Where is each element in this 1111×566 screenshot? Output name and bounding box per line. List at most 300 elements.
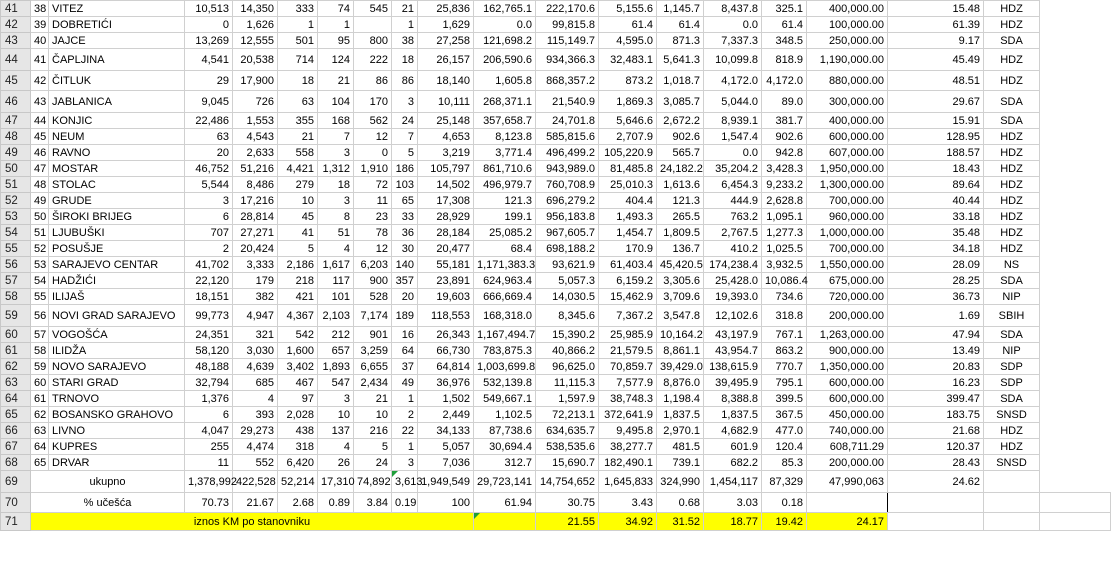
- value-cell[interactable]: 357,658.7: [474, 113, 536, 129]
- value-cell[interactable]: 942.8: [762, 145, 807, 161]
- per-capita-cell[interactable]: 29.67: [888, 91, 984, 113]
- row-header[interactable]: 44: [1, 49, 31, 71]
- value-cell[interactable]: 1,171,383.3: [474, 257, 536, 273]
- value-cell[interactable]: 3: [318, 391, 354, 407]
- municipality-name-cell[interactable]: NEUM: [49, 129, 185, 145]
- row-header[interactable]: 53: [1, 209, 31, 225]
- value-cell[interactable]: 3,932.5: [762, 257, 807, 273]
- value-cell[interactable]: 545: [354, 1, 392, 17]
- amount-cell[interactable]: 250,000.00: [807, 33, 888, 49]
- value-cell[interactable]: 7: [318, 129, 354, 145]
- party-cell[interactable]: HDZ: [984, 439, 1040, 455]
- value-cell[interactable]: 41,702: [185, 257, 233, 273]
- total-value-cell[interactable]: 74,892: [354, 471, 392, 493]
- value-cell[interactable]: 0.0: [474, 17, 536, 33]
- value-cell[interactable]: 104: [318, 91, 354, 113]
- value-cell[interactable]: 760,708.9: [536, 177, 599, 193]
- total-amount-cell[interactable]: 47,990,063: [807, 471, 888, 493]
- value-cell[interactable]: 22,486: [185, 113, 233, 129]
- amount-cell[interactable]: 450,000.00: [807, 407, 888, 423]
- value-cell[interactable]: 268,371.1: [474, 91, 536, 113]
- value-cell[interactable]: 2,186: [278, 257, 318, 273]
- value-cell[interactable]: 18: [278, 71, 318, 91]
- party-cell[interactable]: SDA: [984, 273, 1040, 289]
- value-cell[interactable]: 16: [392, 327, 418, 343]
- value-cell[interactable]: 348.5: [762, 33, 807, 49]
- row-header[interactable]: 68: [1, 455, 31, 471]
- value-cell[interactable]: 19,603: [418, 289, 474, 305]
- value-cell[interactable]: 22,120: [185, 273, 233, 289]
- value-cell[interactable]: 6,454.3: [704, 177, 762, 193]
- value-cell[interactable]: 1,893: [318, 359, 354, 375]
- value-cell[interactable]: 97: [278, 391, 318, 407]
- value-cell[interactable]: 26,343: [418, 327, 474, 343]
- value-cell[interactable]: 86: [392, 71, 418, 91]
- row-header[interactable]: 48: [1, 129, 31, 145]
- party-cell[interactable]: SDA: [984, 33, 1040, 49]
- value-cell[interactable]: 3,305.6: [657, 273, 704, 289]
- value-cell[interactable]: 115,149.7: [536, 33, 599, 49]
- value-cell[interactable]: 96,625.0: [536, 359, 599, 375]
- value-cell[interactable]: 528: [354, 289, 392, 305]
- value-cell[interactable]: 28,184: [418, 225, 474, 241]
- value-cell[interactable]: 68.4: [474, 241, 536, 257]
- value-cell[interactable]: 4: [318, 241, 354, 257]
- total-per-capita-cell[interactable]: 24.62: [888, 471, 984, 493]
- municipality-name-cell[interactable]: LIVNO: [49, 423, 185, 439]
- value-cell[interactable]: 49: [392, 375, 418, 391]
- value-cell[interactable]: 1,102.5: [474, 407, 536, 423]
- value-cell[interactable]: 2,103: [318, 305, 354, 327]
- value-cell[interactable]: 666,669.4: [474, 289, 536, 305]
- value-cell[interactable]: 3: [318, 193, 354, 209]
- row-header[interactable]: 71: [1, 513, 31, 531]
- value-cell[interactable]: 8,123.8: [474, 129, 536, 145]
- row-header[interactable]: 43: [1, 33, 31, 49]
- value-cell[interactable]: 10: [354, 407, 392, 423]
- amount-cell[interactable]: 600,000.00: [807, 375, 888, 391]
- value-cell[interactable]: 25,010.3: [599, 177, 657, 193]
- value-cell[interactable]: 1,809.5: [657, 225, 704, 241]
- value-cell[interactable]: 64,814: [418, 359, 474, 375]
- amount-cell[interactable]: 200,000.00: [807, 305, 888, 327]
- amount-cell[interactable]: 1,950,000.00: [807, 161, 888, 177]
- row-header[interactable]: 69: [1, 471, 31, 493]
- value-cell[interactable]: 404.4: [599, 193, 657, 209]
- municipality-number-cell[interactable]: 42: [31, 71, 49, 91]
- value-cell[interactable]: 41: [278, 225, 318, 241]
- amount-cell[interactable]: 600,000.00: [807, 129, 888, 145]
- value-cell[interactable]: 18,140: [418, 71, 474, 91]
- value-cell[interactable]: 318: [278, 439, 318, 455]
- value-cell[interactable]: 734.6: [762, 289, 807, 305]
- value-cell[interactable]: 4,653: [418, 129, 474, 145]
- party-cell[interactable]: HDZ: [984, 17, 1040, 33]
- value-cell[interactable]: 900: [354, 273, 392, 289]
- value-cell[interactable]: 4,421: [278, 161, 318, 177]
- value-cell[interactable]: 5,646.6: [599, 113, 657, 129]
- per-capita-cell[interactable]: 20.83: [888, 359, 984, 375]
- empty-cell[interactable]: [1040, 513, 1111, 531]
- value-cell[interactable]: 85.3: [762, 455, 807, 471]
- value-cell[interactable]: 11,115.3: [536, 375, 599, 391]
- value-cell[interactable]: 1,869.3: [599, 91, 657, 113]
- row-header[interactable]: 57: [1, 273, 31, 289]
- value-cell[interactable]: 170.9: [599, 241, 657, 257]
- value-cell[interactable]: 6,203: [354, 257, 392, 273]
- amount-cell[interactable]: 1,000,000.00: [807, 225, 888, 241]
- value-cell[interactable]: 26,157: [418, 49, 474, 71]
- value-cell[interactable]: 549,667.1: [474, 391, 536, 407]
- value-cell[interactable]: 32,794: [185, 375, 233, 391]
- value-cell[interactable]: 38: [392, 33, 418, 49]
- municipality-name-cell[interactable]: RAVNO: [49, 145, 185, 161]
- value-cell[interactable]: 438: [278, 423, 318, 439]
- value-cell[interactable]: 63: [278, 91, 318, 113]
- total-value-cell[interactable]: 3,613: [392, 471, 418, 493]
- party-cell[interactable]: HDZ: [984, 71, 1040, 91]
- value-cell[interactable]: 2,633: [233, 145, 278, 161]
- value-cell[interactable]: 818.9: [762, 49, 807, 71]
- value-cell[interactable]: 861,710.6: [474, 161, 536, 177]
- value-cell[interactable]: 1,167,494.7: [474, 327, 536, 343]
- amount-cell[interactable]: 720,000.00: [807, 289, 888, 305]
- value-cell[interactable]: 902.6: [762, 129, 807, 145]
- value-cell[interactable]: 24,701.8: [536, 113, 599, 129]
- value-cell[interactable]: 3,709.6: [657, 289, 704, 305]
- municipality-number-cell[interactable]: 60: [31, 375, 49, 391]
- value-cell[interactable]: 15,462.9: [599, 289, 657, 305]
- value-cell[interactable]: 2,628.8: [762, 193, 807, 209]
- value-cell[interactable]: 5,044.0: [704, 91, 762, 113]
- value-cell[interactable]: 36: [392, 225, 418, 241]
- value-cell[interactable]: 22: [392, 423, 418, 439]
- value-cell[interactable]: 61,403.4: [599, 257, 657, 273]
- municipality-number-cell[interactable]: 57: [31, 327, 49, 343]
- per-capita-cell[interactable]: 48.51: [888, 71, 984, 91]
- amount-cell[interactable]: 400,000.00: [807, 1, 888, 17]
- value-cell[interactable]: 17,900: [233, 71, 278, 91]
- value-cell[interactable]: 726: [233, 91, 278, 113]
- municipality-number-cell[interactable]: 64: [31, 439, 49, 455]
- amount-cell[interactable]: 675,000.00: [807, 273, 888, 289]
- value-cell[interactable]: 1,493.3: [599, 209, 657, 225]
- municipality-number-cell[interactable]: 45: [31, 129, 49, 145]
- share-value-cell[interactable]: 70.73: [185, 493, 233, 513]
- value-cell[interactable]: 6: [185, 407, 233, 423]
- value-cell[interactable]: 357: [392, 273, 418, 289]
- value-cell[interactable]: 34,133: [418, 423, 474, 439]
- value-cell[interactable]: 78: [354, 225, 392, 241]
- per-capita-cell[interactable]: 61.39: [888, 17, 984, 33]
- value-cell[interactable]: 87,738.6: [474, 423, 536, 439]
- row-header[interactable]: 56: [1, 257, 31, 273]
- share-value-cell[interactable]: 21.67: [233, 493, 278, 513]
- value-cell[interactable]: 10,164.2: [657, 327, 704, 343]
- value-cell[interactable]: 81,485.8: [599, 161, 657, 177]
- value-cell[interactable]: 355: [278, 113, 318, 129]
- value-cell[interactable]: 542: [278, 327, 318, 343]
- row-header[interactable]: 52: [1, 193, 31, 209]
- value-cell[interactable]: 25,985.9: [599, 327, 657, 343]
- row-header[interactable]: 46: [1, 91, 31, 113]
- value-cell[interactable]: 5: [354, 439, 392, 455]
- value-cell[interactable]: 3,030: [233, 343, 278, 359]
- row-header[interactable]: 70: [1, 493, 31, 513]
- value-cell[interactable]: 23,891: [418, 273, 474, 289]
- value-cell[interactable]: 20,538: [233, 49, 278, 71]
- value-cell[interactable]: 186: [392, 161, 418, 177]
- value-cell[interactable]: 46,752: [185, 161, 233, 177]
- value-cell[interactable]: 1,018.7: [657, 71, 704, 91]
- municipality-name-cell[interactable]: SARAJEVO CENTAR: [49, 257, 185, 273]
- per-capita-cell[interactable]: 28.25: [888, 273, 984, 289]
- value-cell[interactable]: 2,434: [354, 375, 392, 391]
- value-cell[interactable]: 562: [354, 113, 392, 129]
- total-label[interactable]: ukupno: [31, 471, 185, 493]
- amount-cell[interactable]: 740,000.00: [807, 423, 888, 439]
- municipality-name-cell[interactable]: NOVO SARAJEVO: [49, 359, 185, 375]
- value-cell[interactable]: 24,182.2: [657, 161, 704, 177]
- value-cell[interactable]: 30,694.4: [474, 439, 536, 455]
- value-cell[interactable]: 9,495.8: [599, 423, 657, 439]
- value-cell[interactable]: 5,057: [418, 439, 474, 455]
- value-cell[interactable]: 312.7: [474, 455, 536, 471]
- empty-cell[interactable]: [984, 513, 1040, 531]
- amount-cell[interactable]: 960,000.00: [807, 209, 888, 225]
- share-value-cell[interactable]: 0.89: [318, 493, 354, 513]
- value-cell[interactable]: 2,449: [418, 407, 474, 423]
- value-cell[interactable]: 967,605.7: [536, 225, 599, 241]
- amount-cell[interactable]: 608,711.29: [807, 439, 888, 455]
- value-cell[interactable]: 9,045: [185, 91, 233, 113]
- value-cell[interactable]: 8,345.6: [536, 305, 599, 327]
- value-cell[interactable]: 4: [233, 391, 278, 407]
- municipality-name-cell[interactable]: HADŽIĆI: [49, 273, 185, 289]
- value-cell[interactable]: 956,183.8: [536, 209, 599, 225]
- value-cell[interactable]: 367.5: [762, 407, 807, 423]
- value-cell[interactable]: 8,861.1: [657, 343, 704, 359]
- value-cell[interactable]: 99,773: [185, 305, 233, 327]
- party-cell[interactable]: SDA: [984, 327, 1040, 343]
- value-cell[interactable]: 3,428.3: [762, 161, 807, 177]
- value-cell[interactable]: 212: [318, 327, 354, 343]
- value-cell[interactable]: 11: [354, 193, 392, 209]
- value-cell[interactable]: 38,277.7: [599, 439, 657, 455]
- municipality-number-cell[interactable]: 65: [31, 455, 49, 471]
- per-capita-cell[interactable]: 15.91: [888, 113, 984, 129]
- value-cell[interactable]: 1,553: [233, 113, 278, 129]
- value-cell[interactable]: 5,155.6: [599, 1, 657, 17]
- value-cell[interactable]: 66,730: [418, 343, 474, 359]
- value-cell[interactable]: 698,188.2: [536, 241, 599, 257]
- value-cell[interactable]: 501: [278, 33, 318, 49]
- per-capita-value-cell[interactable]: 21.55: [536, 513, 599, 531]
- municipality-name-cell[interactable]: ILIDŽA: [49, 343, 185, 359]
- empty-cell[interactable]: [888, 513, 984, 531]
- value-cell[interactable]: 1,617: [318, 257, 354, 273]
- municipality-number-cell[interactable]: 50: [31, 209, 49, 225]
- municipality-number-cell[interactable]: 43: [31, 91, 49, 113]
- municipality-number-cell[interactable]: 51: [31, 225, 49, 241]
- value-cell[interactable]: 64: [392, 343, 418, 359]
- municipality-name-cell[interactable]: KONJIC: [49, 113, 185, 129]
- value-cell[interactable]: 136.7: [657, 241, 704, 257]
- empty-cell[interactable]: [888, 493, 984, 513]
- value-cell[interactable]: 1: [392, 17, 418, 33]
- value-cell[interactable]: 61.4: [657, 17, 704, 33]
- value-cell[interactable]: 3,259: [354, 343, 392, 359]
- value-cell[interactable]: 333: [278, 1, 318, 17]
- value-cell[interactable]: 137: [318, 423, 354, 439]
- per-capita-cell[interactable]: 18.43: [888, 161, 984, 177]
- value-cell[interactable]: 1,277.3: [762, 225, 807, 241]
- value-cell[interactable]: 1,502: [418, 391, 474, 407]
- value-cell[interactable]: 10,086.4: [762, 273, 807, 289]
- value-cell[interactable]: 7,367.2: [599, 305, 657, 327]
- per-capita-cell[interactable]: 28.43: [888, 455, 984, 471]
- value-cell[interactable]: 14,350: [233, 1, 278, 17]
- value-cell[interactable]: 38,748.3: [599, 391, 657, 407]
- value-cell[interactable]: 206,590.6: [474, 49, 536, 71]
- value-cell[interactable]: 117: [318, 273, 354, 289]
- value-cell[interactable]: 682.2: [704, 455, 762, 471]
- share-value-cell[interactable]: 0.19: [392, 493, 418, 513]
- value-cell[interactable]: 496,499.2: [536, 145, 599, 161]
- party-cell[interactable]: NIP: [984, 289, 1040, 305]
- value-cell[interactable]: 24: [392, 113, 418, 129]
- share-value-cell[interactable]: 0.18: [762, 493, 807, 513]
- municipality-name-cell[interactable]: BOSANSKO GRAHOVO: [49, 407, 185, 423]
- value-cell[interactable]: 4,595.0: [599, 33, 657, 49]
- value-cell[interactable]: 4,543: [233, 129, 278, 145]
- party-cell[interactable]: NIP: [984, 343, 1040, 359]
- amount-cell[interactable]: 700,000.00: [807, 241, 888, 257]
- value-cell[interactable]: 873.2: [599, 71, 657, 91]
- per-capita-cell[interactable]: 35.48: [888, 225, 984, 241]
- value-cell[interactable]: 4,639: [233, 359, 278, 375]
- row-header[interactable]: 67: [1, 439, 31, 455]
- value-cell[interactable]: 538,535.6: [536, 439, 599, 455]
- row-header[interactable]: 62: [1, 359, 31, 375]
- municipality-name-cell[interactable]: TRNOVO: [49, 391, 185, 407]
- value-cell[interactable]: 1,025.5: [762, 241, 807, 257]
- value-cell[interactable]: 532,139.8: [474, 375, 536, 391]
- municipality-name-cell[interactable]: ILIJAŠ: [49, 289, 185, 305]
- value-cell[interactable]: 29: [185, 71, 233, 91]
- value-cell[interactable]: 222: [354, 49, 392, 71]
- per-capita-value-cell[interactable]: 19.42: [762, 513, 807, 531]
- value-cell[interactable]: 120.4: [762, 439, 807, 455]
- total-value-cell[interactable]: 14,754,652: [536, 471, 599, 493]
- value-cell[interactable]: 12,555: [233, 33, 278, 49]
- row-header[interactable]: 42: [1, 17, 31, 33]
- municipality-number-cell[interactable]: 53: [31, 257, 49, 273]
- value-cell[interactable]: 222,170.6: [536, 1, 599, 17]
- amount-cell[interactable]: 1,263,000.00: [807, 327, 888, 343]
- party-cell[interactable]: HDZ: [984, 209, 1040, 225]
- value-cell[interactable]: 18,151: [185, 289, 233, 305]
- row-header[interactable]: 61: [1, 343, 31, 359]
- per-capita-cell[interactable]: 128.95: [888, 129, 984, 145]
- value-cell[interactable]: 3,333: [233, 257, 278, 273]
- value-cell[interactable]: 6,655: [354, 359, 392, 375]
- municipality-number-cell[interactable]: 62: [31, 407, 49, 423]
- value-cell[interactable]: 279: [278, 177, 318, 193]
- value-cell[interactable]: 657: [318, 343, 354, 359]
- value-cell[interactable]: 770.7: [762, 359, 807, 375]
- per-capita-label[interactable]: iznos KM po stanovniku: [31, 513, 474, 531]
- party-cell[interactable]: HDZ: [984, 145, 1040, 161]
- value-cell[interactable]: 51: [318, 225, 354, 241]
- value-cell[interactable]: 871.3: [657, 33, 704, 49]
- value-cell[interactable]: 3,547.8: [657, 305, 704, 327]
- per-capita-cell[interactable]: 183.75: [888, 407, 984, 423]
- value-cell[interactable]: 14,030.5: [536, 289, 599, 305]
- value-cell[interactable]: 13,269: [185, 33, 233, 49]
- value-cell[interactable]: 2,028: [278, 407, 318, 423]
- value-cell[interactable]: 99,815.8: [536, 17, 599, 33]
- total-value-cell[interactable]: 324,990: [657, 471, 704, 493]
- value-cell[interactable]: 105,797: [418, 161, 474, 177]
- municipality-number-cell[interactable]: 63: [31, 423, 49, 439]
- value-cell[interactable]: 5,057.3: [536, 273, 599, 289]
- total-value-cell[interactable]: 1,454,117: [704, 471, 762, 493]
- value-cell[interactable]: 0: [185, 17, 233, 33]
- party-cell[interactable]: SDP: [984, 359, 1040, 375]
- party-cell[interactable]: SDA: [984, 113, 1040, 129]
- value-cell[interactable]: 4,172.0: [762, 71, 807, 91]
- party-cell[interactable]: SDA: [984, 91, 1040, 113]
- value-cell[interactable]: 1,145.7: [657, 1, 704, 17]
- value-cell[interactable]: 477.0: [762, 423, 807, 439]
- municipality-number-cell[interactable]: 61: [31, 391, 49, 407]
- value-cell[interactable]: 255: [185, 439, 233, 455]
- amount-cell[interactable]: 607,000.00: [807, 145, 888, 161]
- municipality-name-cell[interactable]: VITEZ: [49, 1, 185, 17]
- per-capita-cell[interactable]: 36.73: [888, 289, 984, 305]
- value-cell[interactable]: 1,312: [318, 161, 354, 177]
- value-cell[interactable]: 6: [185, 209, 233, 225]
- value-cell[interactable]: 5,544: [185, 177, 233, 193]
- total-value-cell[interactable]: 1,378,992: [185, 471, 233, 493]
- municipality-name-cell[interactable]: POSUŠJE: [49, 241, 185, 257]
- total-value-cell[interactable]: 17,310: [318, 471, 354, 493]
- municipality-name-cell[interactable]: ČITLUK: [49, 71, 185, 91]
- empty-cell[interactable]: [1040, 493, 1111, 513]
- value-cell[interactable]: 43,197.9: [704, 327, 762, 343]
- value-cell[interactable]: 21: [318, 71, 354, 91]
- value-cell[interactable]: 10,099.8: [704, 49, 762, 71]
- value-cell[interactable]: 714: [278, 49, 318, 71]
- total-value-cell[interactable]: 1,645,833: [599, 471, 657, 493]
- value-cell[interactable]: 3: [392, 91, 418, 113]
- value-cell[interactable]: 28,814: [233, 209, 278, 225]
- municipality-name-cell[interactable]: STARI GRAD: [49, 375, 185, 391]
- value-cell[interactable]: 8,876.0: [657, 375, 704, 391]
- value-cell[interactable]: 321: [233, 327, 278, 343]
- municipality-name-cell[interactable]: MOSTAR: [49, 161, 185, 177]
- value-cell[interactable]: 265.5: [657, 209, 704, 225]
- amount-cell[interactable]: 600,000.00: [807, 391, 888, 407]
- municipality-number-cell[interactable]: 52: [31, 241, 49, 257]
- amount-cell[interactable]: 1,190,000.00: [807, 49, 888, 71]
- value-cell[interactable]: 6,159.2: [599, 273, 657, 289]
- municipality-name-cell[interactable]: ČAPLJINA: [49, 49, 185, 71]
- value-cell[interactable]: 72,213.1: [536, 407, 599, 423]
- value-cell[interactable]: 35,204.2: [704, 161, 762, 177]
- per-capita-value-cell[interactable]: 18.77: [704, 513, 762, 531]
